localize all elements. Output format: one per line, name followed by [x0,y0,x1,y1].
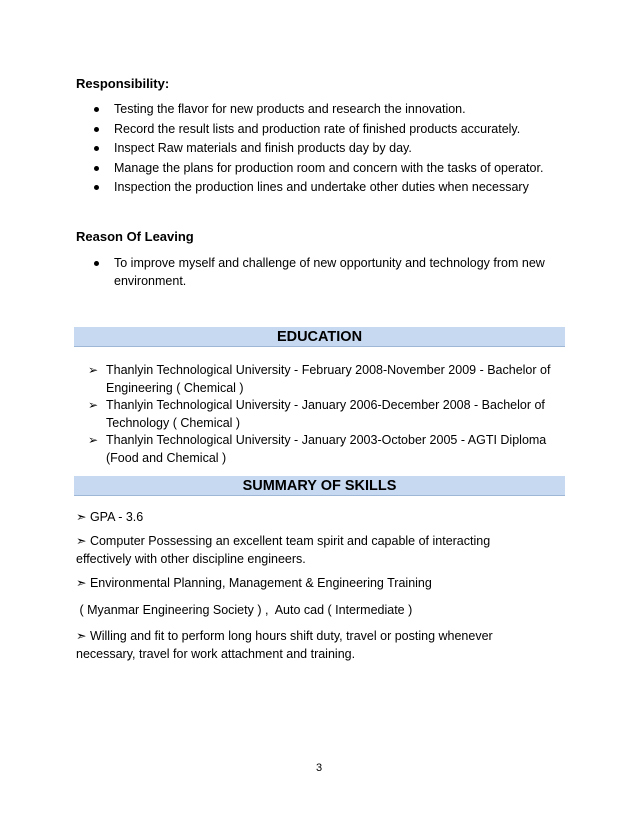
skill-item: ➣ Willing and fit to perform long hours shift duty, travel or posting whenever necessary, travel for work attachment and training. [76,629,493,661]
education-item-text: Thanlyin Technological University - January 2003-October 2005 - AGTI Diploma (Food and Chemical ) [106,433,547,465]
arrow-bullet-icon: ➢ [88,363,99,377]
list-item: Manage the plans for production room and concern with the tasks of operator. [90,159,543,179]
education-list [84,362,564,467]
list-item: Inspect Raw materials and finish products day by day. [90,139,543,159]
reason-list [90,254,562,290]
arrow-bullet-icon: ➢ [88,433,99,447]
list-item: Testing the flavor for new products and research the innovation. [90,100,543,120]
skills-section-header: SUMMARY OF SKILLS [74,476,565,496]
education-item-text: Thanlyin Technological University - February 2008-November 2009 - Bachelor of Engineering ( Chemical ) [106,363,551,395]
list-item: Record the result lists and production rate of finished products accurately. [90,120,543,140]
reason-heading: Reason Of Leaving [76,229,194,244]
list-item [84,397,564,432]
arrow-bullet-icon: ➢ [88,398,99,412]
skill-item: ➣ Computer Possessing an excellent team spirit and capable of interacting effectively with other discipline engineers. [76,534,491,566]
list-item: Inspection the production lines and undertake other duties when necessary [90,178,543,198]
skill-item: ➣ Environmental Planning, Management & Engineering Training [76,576,432,590]
page-number: 3 [315,762,323,774]
skill-item: ( Myanmar Engineering Society ) , Auto cad ( Intermediate ) [76,603,413,617]
responsibility-list [90,100,543,198]
education-item-text: Thanlyin Technological University - January 2006-December 2008 - Bachelor of Technology ( Chemical ) [106,398,545,430]
education-section-header: EDUCATION [74,327,565,347]
responsibility-heading: Responsibility: [76,76,170,91]
list-item [84,362,564,397]
list-item: To improve myself and challenge of new opportunity and technology from new environment. [90,254,562,290]
skill-item: ➣ GPA - 3.6 [76,510,144,524]
list-item [84,432,564,467]
